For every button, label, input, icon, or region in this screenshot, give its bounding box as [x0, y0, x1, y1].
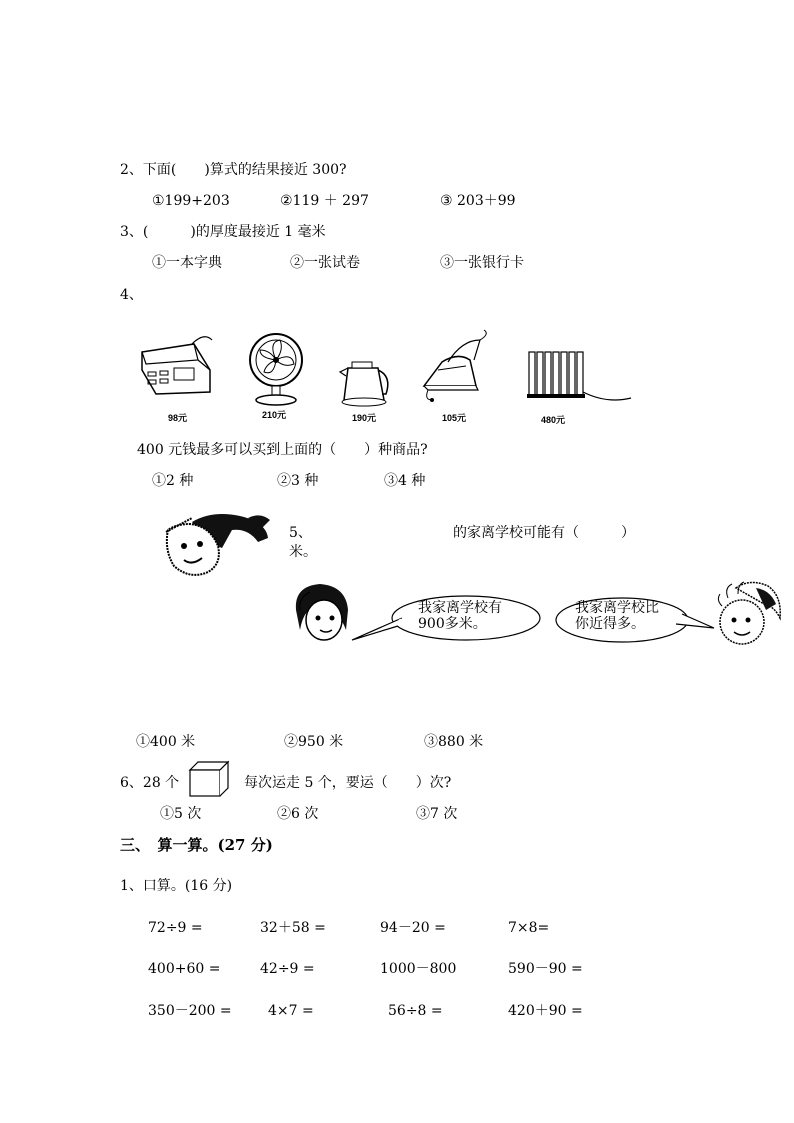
- oral-calc-item: 56÷8 =: [388, 1003, 443, 1019]
- q4-number: 4、: [120, 287, 143, 303]
- q5-stem-number: 5、: [289, 525, 312, 541]
- q5-stem-text: 的家离学校可能有（ ）: [453, 525, 635, 541]
- heater-icon: [527, 348, 633, 404]
- kettle-icon: [338, 356, 396, 408]
- girl-avatar-icon: [290, 580, 354, 644]
- q2-stem: 2、下面( )算式的结果接近 300?: [120, 162, 347, 178]
- q3-option-1: ①一本字典: [152, 255, 222, 271]
- box-icon: [188, 760, 232, 798]
- heater-price: 480元: [541, 415, 566, 425]
- q6-stem-start: 6、28 个: [120, 775, 180, 791]
- q3-option-3: ③一张银行卡: [440, 255, 524, 271]
- q3-stem: 3、( )的厚度最接近 1 毫米: [120, 224, 326, 240]
- bubble-left-line-2: 900多米。: [418, 616, 487, 632]
- q2-option-2: ②119 ＋ 297: [280, 193, 369, 209]
- kettle-price: 190元: [352, 413, 377, 423]
- bubble-right-line-2: 你近得多。: [575, 616, 645, 632]
- q5-option-2: ②950 米: [284, 734, 344, 750]
- bubble-left-line-1: 我家离学校有: [418, 600, 502, 616]
- fan-price: 210元: [262, 410, 287, 420]
- q4-option-1: ①2 种: [152, 473, 194, 489]
- q2-option-1: ①199+203: [152, 193, 230, 209]
- q6-stem-rest: 每次运走 5 个，要运（ ）次?: [244, 775, 452, 791]
- q5-option-1: ①400 米: [136, 734, 196, 750]
- telephone-icon: [134, 330, 216, 398]
- q3-option-2: ②一张试卷: [290, 255, 360, 271]
- q4-stem: 400 元钱最多可以买到上面的（ ）种商品?: [137, 442, 428, 458]
- oral-calc-item: 350－200 =: [148, 1003, 232, 1019]
- q5-stem-unit: 米。: [289, 544, 317, 560]
- q4-option-2: ②3 种: [277, 473, 319, 489]
- oral-calc-item: 1000－800: [380, 961, 457, 977]
- iron-icon: [418, 330, 496, 404]
- section-3-title: 三、 算一算。(27 分): [120, 836, 273, 854]
- q6-option-1: ①5 次: [160, 806, 202, 822]
- q5-option-3: ③880 米: [424, 734, 484, 750]
- oral-calc-item: 42÷9 =: [260, 961, 315, 977]
- boy-avatar-icon: [710, 576, 784, 650]
- oral-calc-item: 400+60 =: [148, 961, 221, 977]
- fan-icon: [240, 332, 312, 408]
- oral-calc-item: 420＋90 =: [508, 1003, 583, 1019]
- q6-option-3: ③7 次: [416, 806, 458, 822]
- q4-option-3: ③4 种: [384, 473, 426, 489]
- telephone-price: 98元: [168, 413, 188, 423]
- bubble-right-line-1: 我家离学校比: [575, 600, 659, 616]
- oral-calc-item: 94－20 =: [380, 920, 446, 936]
- oral-calc-item: 4×7 =: [268, 1003, 314, 1019]
- oral-calc-title: 1、口算。(16 分): [120, 878, 233, 894]
- oral-calc-item: 7×8=: [508, 920, 550, 936]
- oral-calc-item: 32＋58 =: [260, 920, 326, 936]
- child-avatar-icon: [162, 508, 274, 582]
- oral-calc-item: 72÷9 =: [148, 920, 203, 936]
- q2-option-3: ③ 203＋99: [440, 193, 516, 209]
- oral-calc-item: 590－90 =: [508, 961, 583, 977]
- iron-price: 105元: [442, 413, 467, 423]
- q6-option-2: ②6 次: [277, 806, 319, 822]
